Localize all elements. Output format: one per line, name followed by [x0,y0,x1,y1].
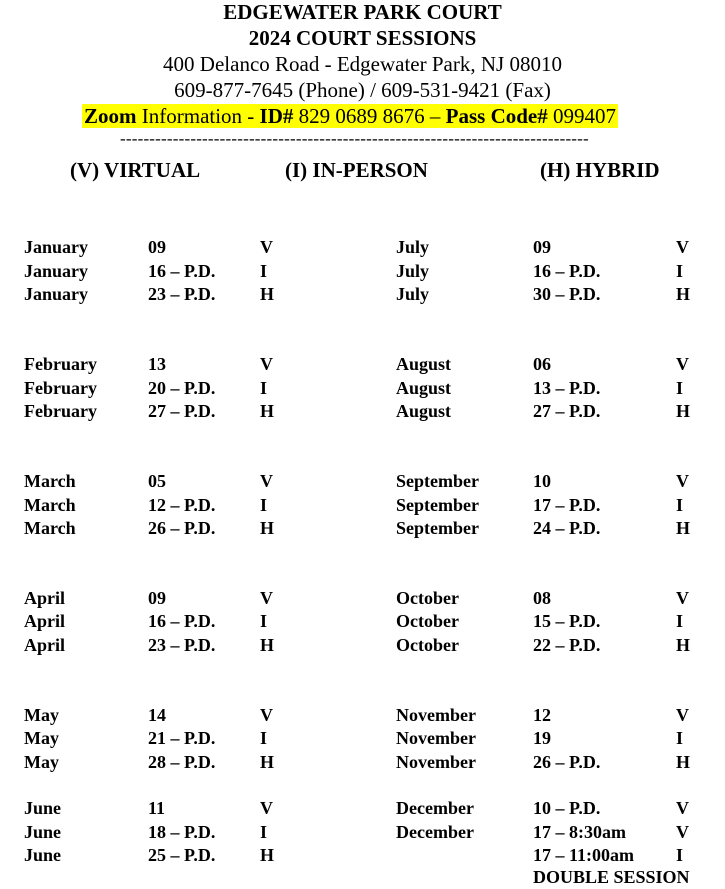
session-month: December [396,798,474,818]
session-month: April [24,635,66,655]
session-type: H [676,284,691,304]
session-date: 19 [533,728,551,748]
session-type: H [676,635,691,655]
session-type: V [260,237,273,257]
session-type: I [260,611,268,631]
session-type: H [260,401,275,421]
session-type: H [260,284,275,304]
session-type: H [676,752,691,772]
session-month: October [396,611,459,631]
session-date: 16 – P.D. [533,261,601,281]
zoom-pass-label: Pass Code# [445,104,548,128]
session-month: February [24,354,97,374]
zoom-pass-value: 099407 [547,104,616,128]
session-month: September [396,471,479,491]
session-type: V [676,798,689,818]
session-month: May [24,705,59,725]
session-month: August [396,401,452,421]
session-type: V [260,705,273,725]
session-date: 14 [148,705,166,725]
session-month: April [24,588,66,608]
session-date: 13 – P.D. [533,378,601,398]
session-type: I [260,261,268,281]
session-month: December [396,822,474,842]
session-type: V [260,588,273,608]
zoom-id-value: 829 0689 8676 – [293,104,446,128]
session-date: 09 [533,237,551,257]
session-type: I [676,378,684,398]
session-date: 09 [148,237,166,257]
session-type: H [260,635,275,655]
session-type: V [676,354,689,374]
session-date: 27 – P.D. [148,401,216,421]
session-month: May [24,728,59,748]
session-date: 17 – 11:00am [533,845,634,865]
session-date: 20 – P.D. [148,378,216,398]
session-month: September [396,518,479,538]
court-address: 400 Delanco Road - Edgewater Park, NJ 08010 [163,52,562,76]
session-date: 05 [148,471,166,491]
session-type: H [260,752,275,772]
court-title: EDGEWATER PARK COURT [223,0,502,24]
session-month: July [396,237,430,257]
session-month: November [396,752,476,772]
session-type: I [676,728,684,748]
session-date: 16 – P.D. [148,261,216,281]
session-type: I [260,495,268,515]
session-date: 26 – P.D. [148,518,216,538]
session-type: H [676,518,691,538]
double-session-note: DOUBLE SESSION [533,867,690,887]
session-date: 12 – P.D. [148,495,216,515]
court-phone: 609-877-7645 (Phone) / 609-531-9421 (Fax) [174,78,551,102]
session-month: February [24,378,97,398]
session-month: February [24,401,97,421]
sessions-subtitle: 2024 COURT SESSIONS [248,26,477,50]
session-type: I [676,845,684,865]
session-date: 27 – P.D. [533,401,601,421]
session-date: 17 – 8:30am [533,822,626,842]
separator-line: -------------------------------------------------------------------------------- [120,129,589,148]
session-date: 21 – P.D. [148,728,216,748]
session-date: 11 [148,798,166,818]
legend-in-person: (I) IN-PERSON [285,158,428,182]
session-month: January [24,237,89,257]
session-type: I [676,495,684,515]
session-month: October [396,588,459,608]
session-month: July [396,284,430,304]
session-type: V [676,237,689,257]
session-date: 25 – P.D. [148,845,216,865]
session-type: H [260,518,275,538]
session-month: June [24,845,62,865]
zoom-info [82,104,618,128]
session-type: V [260,798,273,818]
zoom-id-label: ID# [259,104,294,128]
session-type: V [676,588,689,608]
session-date: 30 – P.D. [533,284,601,304]
session-month: November [396,705,476,725]
session-date: 26 – P.D. [533,752,601,772]
zoom-label: Zoom [84,104,137,128]
session-date: 10 [533,471,551,491]
session-type: H [260,845,275,865]
session-type: V [260,471,273,491]
session-month: November [396,728,476,748]
session-month: March [24,471,76,491]
session-date: 09 [148,588,166,608]
legend-hybrid: (H) HYBRID [540,158,660,182]
session-type: V [676,471,689,491]
session-month: June [24,822,62,842]
session-month: May [24,752,59,772]
session-type: V [676,822,689,842]
legend-virtual: (V) VIRTUAL [70,158,201,182]
session-month: August [396,354,452,374]
session-month: April [24,611,66,631]
session-date: 13 [148,354,166,374]
session-date: 22 – P.D. [533,635,601,655]
session-type: I [260,822,268,842]
session-date: 18 – P.D. [148,822,216,842]
session-date: 16 – P.D. [148,611,216,631]
session-date: 23 – P.D. [148,635,216,655]
session-date: 06 [533,354,551,374]
session-month: March [24,495,76,515]
session-date: 17 – P.D. [533,495,601,515]
session-month: June [24,798,62,818]
session-month: July [396,261,430,281]
session-month: October [396,635,459,655]
session-month: August [396,378,452,398]
session-type: H [676,401,691,421]
session-date: 15 – P.D. [533,611,601,631]
session-date: 08 [533,588,551,608]
session-type: I [260,728,268,748]
session-date: 24 – P.D. [533,518,601,538]
session-type: V [676,705,689,725]
session-type: I [260,378,268,398]
session-date: 28 – P.D. [148,752,216,772]
session-date: 10 – P.D. [533,798,601,818]
session-type: I [676,261,684,281]
session-type: I [676,611,684,631]
session-date: 23 – P.D. [148,284,216,304]
session-date: 12 [533,705,551,725]
session-month: January [24,261,89,281]
session-month: March [24,518,76,538]
session-month: January [24,284,89,304]
zoom-info-label: Information - [136,104,260,128]
session-month: September [396,495,479,515]
session-type: V [260,354,273,374]
